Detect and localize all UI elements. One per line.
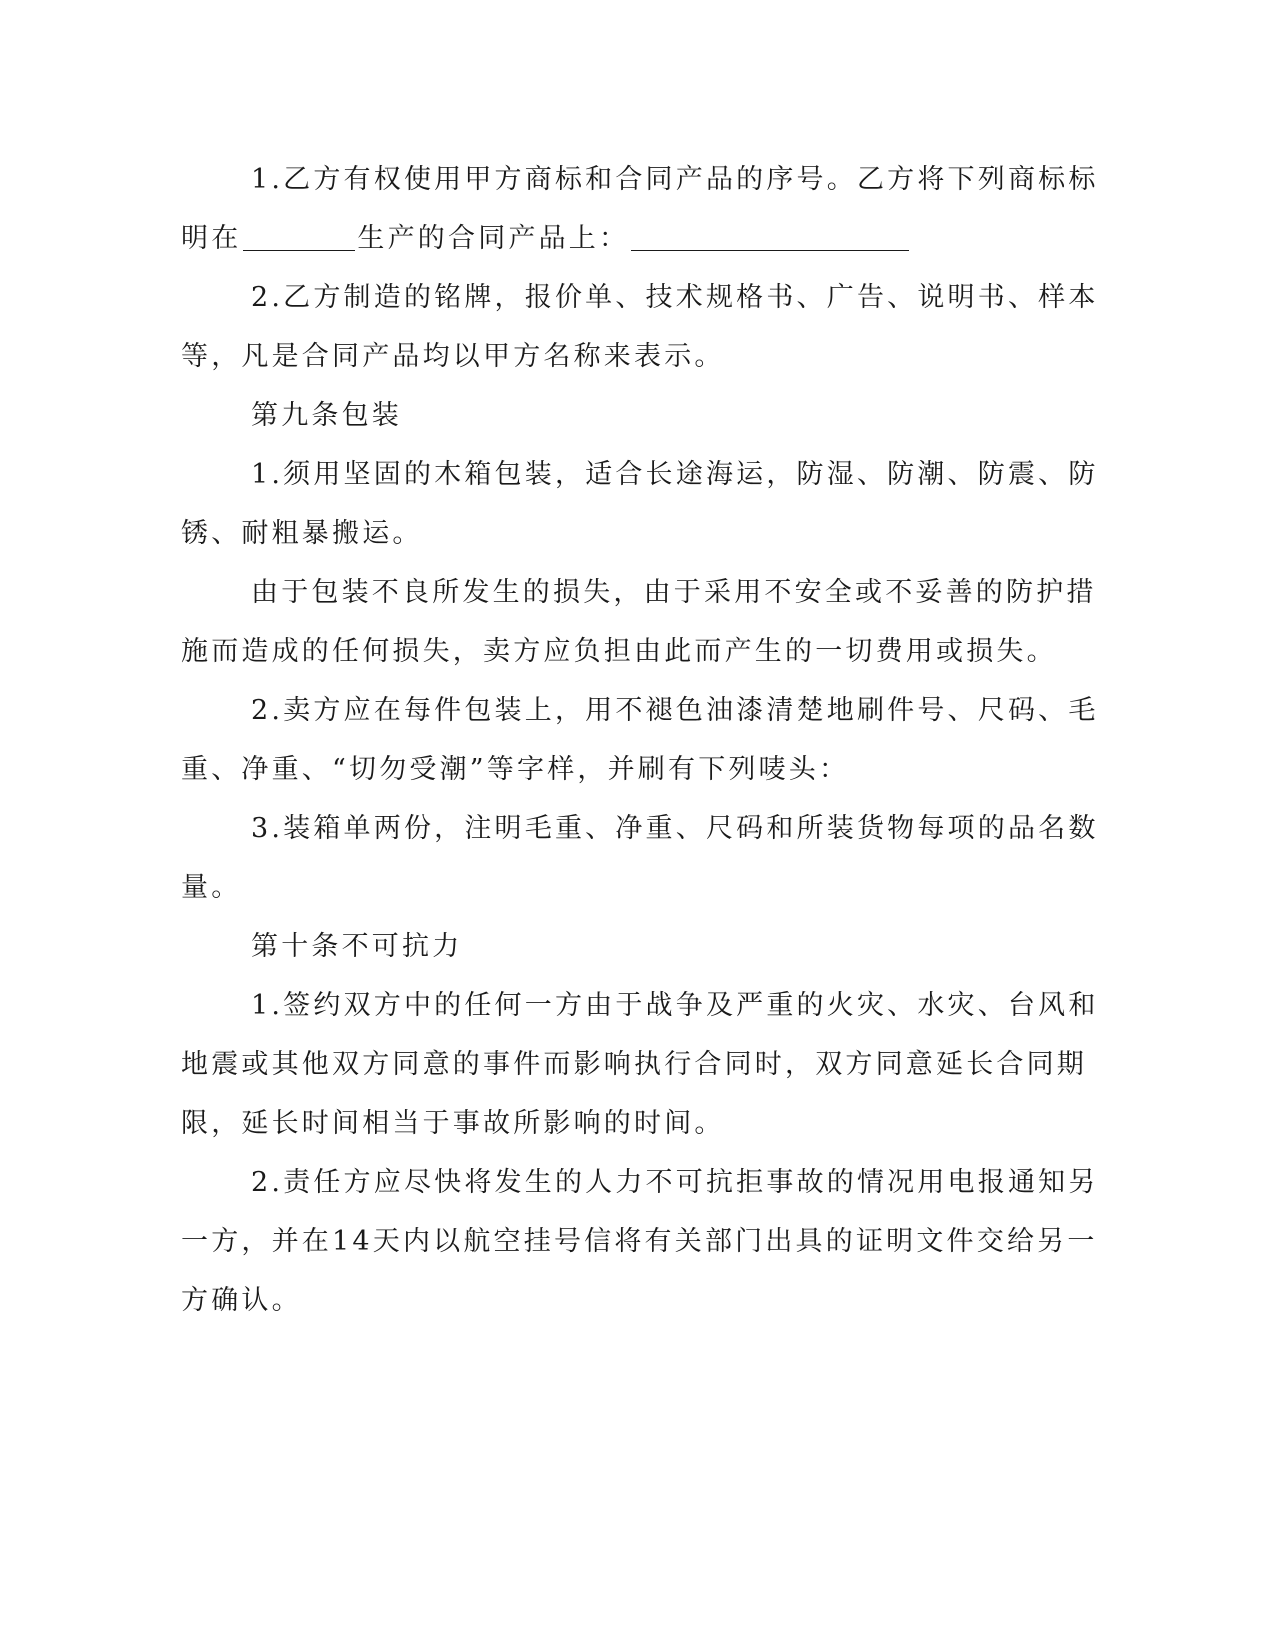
paragraph-line <box>181 445 1099 504</box>
text-line: 3.装箱单两份，注明毛重、净重、尺码和所装货物每项的品名数 <box>251 813 1099 844</box>
text-line: 地震或其他双方同意的事件而影响执行合同时，双方同意延长合同期 <box>181 1049 1087 1080</box>
document-page <box>181 150 1099 1330</box>
paragraph-line <box>181 1271 1026 1330</box>
text-line: 第九条包装 <box>251 400 402 431</box>
text-line: 限，延长时间相当于事故所影响的时间。 <box>181 1108 725 1139</box>
text-line: 1.签约双方中的任何一方由于战争及严重的火灾、水灾、台风和 <box>251 990 1099 1021</box>
text-line: 一方，并在14天内以航空挂号信将有关部门出具的证明文件交给另一 <box>181 1226 1098 1257</box>
paragraph-line <box>181 1212 1098 1271</box>
paragraph-line <box>181 327 1026 386</box>
paragraph-line <box>181 1035 1087 1094</box>
text-line: 2.乙方制造的铭牌，报价单、技术规格书、广告、说明书、样本 <box>251 282 1099 313</box>
text-line: 等，凡是合同产品均以甲方名称来表示。 <box>181 341 725 372</box>
paragraph-line <box>181 209 1026 268</box>
section-heading <box>181 386 1026 445</box>
text-line: 第十条不可抗力 <box>251 931 463 962</box>
section-heading <box>181 917 1026 976</box>
fill-in-blank <box>631 220 909 251</box>
text-line: 由于包装不良所发生的损失，由于采用不安全或不妥善的防护措 <box>251 577 1097 608</box>
fill-in-blank <box>243 220 355 251</box>
paragraph-line <box>181 681 1099 740</box>
paragraph-line <box>181 150 1099 209</box>
text-line: 1.须用坚固的木箱包装，适合长途海运，防湿、防潮、防震、防 <box>251 459 1099 490</box>
text-line: 施而造成的任何损失，卖方应负担由此而产生的一切费用或损失。 <box>181 636 1057 667</box>
paragraph-line <box>181 976 1099 1035</box>
text-line: 方确认。 <box>181 1285 302 1316</box>
text-line: 量。 <box>181 872 242 903</box>
paragraph-line <box>181 1153 1099 1212</box>
paragraph-line <box>181 740 1026 799</box>
text-line: 1.乙方有权使用甲方商标和合同产品的序号。乙方将下列商标标 <box>251 164 1099 195</box>
paragraph-line <box>181 504 1026 563</box>
text-line: 锈、耐粗暴搬运。 <box>181 518 423 549</box>
text-line: 2.责任方应尽快将发生的人力不可抗拒事故的情况用电报通知另 <box>251 1167 1099 1198</box>
paragraph-line <box>181 268 1099 327</box>
paragraph-line <box>181 1094 1026 1153</box>
text-line: 生产的合同产品上： <box>357 223 630 254</box>
paragraph-line <box>181 563 1097 622</box>
text-line: 重、净重、“切勿受潮”等字样，并刷有下列唛头： <box>181 754 850 785</box>
paragraph-line <box>181 858 1026 917</box>
text-line: 2.卖方应在每件包装上，用不褪色油漆清楚地刷件号、尺码、毛 <box>251 695 1099 726</box>
paragraph-line <box>181 622 1057 681</box>
paragraph-line <box>181 799 1099 858</box>
text-line: 明在 <box>181 223 242 254</box>
